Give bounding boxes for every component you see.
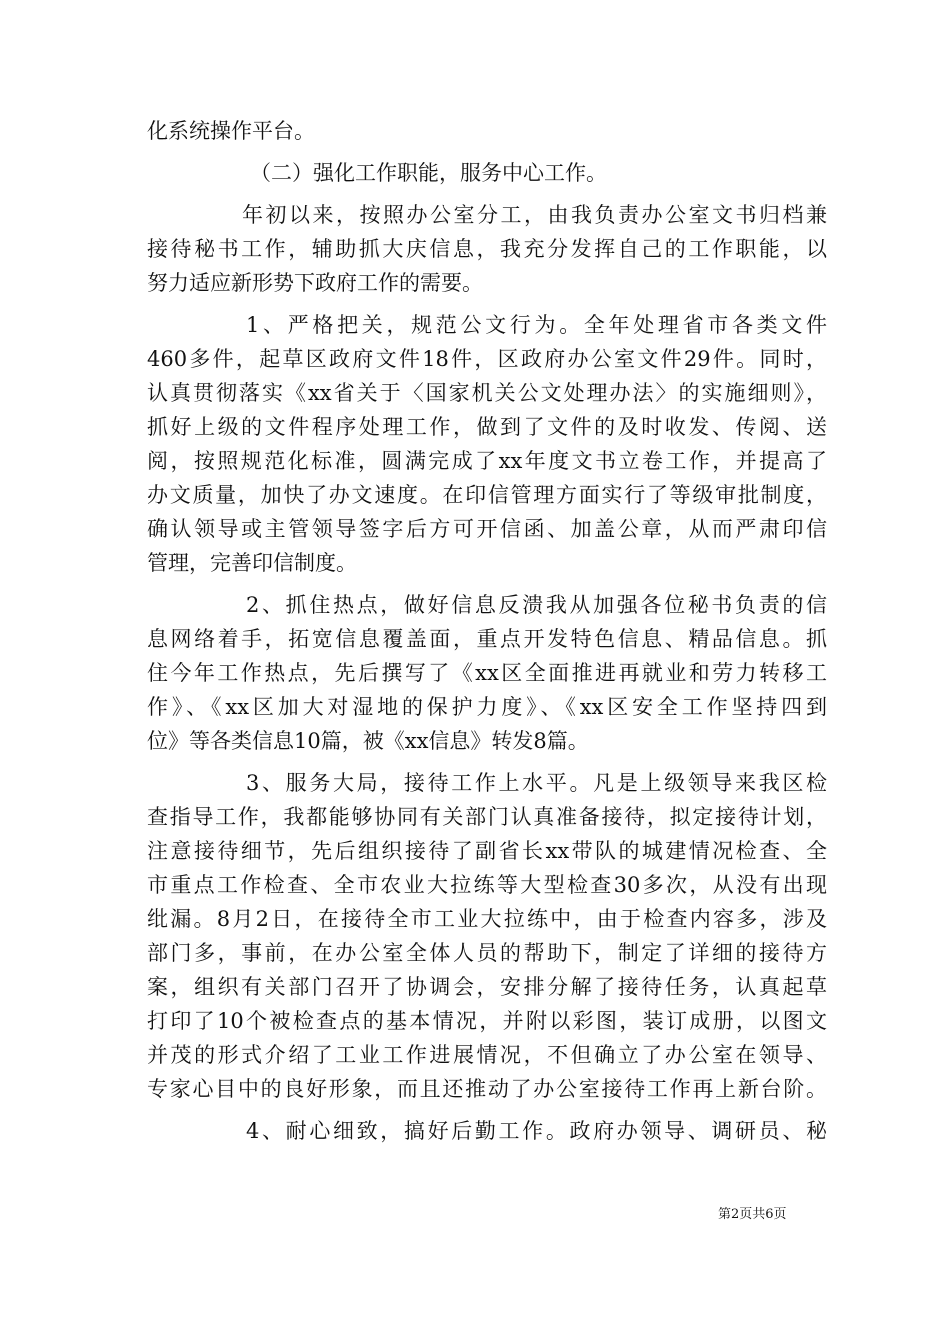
text-line: 确认领导或主管领导签字后方可开信函、加盖公章，从而严肃印信	[147, 517, 827, 541]
text-line: 3、服务大局，接待工作上水平。凡是上级领导来我区检	[246, 771, 827, 795]
text-line: 努力适应新形势下政府工作的需要。	[147, 271, 483, 295]
text-line: 办文质量，加快了办文速度。在印信管理方面实行了等级审批制度，	[147, 483, 827, 507]
text-line: 案，组织有关部门召开了协调会，安排分解了接待任务，认真起草	[147, 975, 827, 999]
text-line: 认真贯彻落实《xx省关于〈国家机关公文处理办法〉的实施细则》，	[147, 381, 827, 405]
text-line: 2、抓住热点，做好信息反溃我从加强各位秘书负责的信	[246, 593, 827, 617]
text-line: 460多件，起草区政府文件18件，区政府办公室文件29件。同时，	[147, 347, 827, 371]
text-line: 1、严格把关，规范公文行为。全年处理省市各类文件	[246, 313, 827, 337]
text-line: 并茂的形式介绍了工业工作进展情况，不但确立了办公室在领导、	[147, 1043, 827, 1067]
text-line: 年初以来，按照办公室分工，由我负责办公室文书归档兼	[242, 203, 827, 227]
text-line: 管理，完善印信制度。	[147, 551, 357, 575]
text-line: 抓好上级的文件程序处理工作，做到了文件的及时收发、传阅、送	[147, 415, 827, 439]
text-line: 专家心目中的良好形象，而且还推动了办公室接待工作再上新台阶。	[147, 1077, 827, 1101]
text-line: 部门多，事前，在办公室全体人员的帮助下，制定了详细的接待方	[147, 941, 827, 965]
text-line: 查指导工作，我都能够协同有关部门认真准备接待，拟定接待计划，	[147, 805, 827, 829]
text-line: 注意接待细节，先后组织接待了副省长xx带队的城建情况检查、全	[147, 839, 827, 863]
section-heading: （二）强化工作职能，服务中心工作。	[250, 161, 607, 185]
text-line: 住今年工作热点，先后撰写了《xx区全面推进再就业和劳力转移工	[147, 661, 827, 685]
text-line: 位》等各类信息10篇，被《xx信息》转发8篇。	[147, 729, 589, 753]
text-line: 纰漏。8月2日，在接待全市工业大拉练中，由于检查内容多，涉及	[147, 907, 827, 931]
text-line: 息网络着手，拓宽信息覆盖面，重点开发特色信息、精品信息。抓	[147, 627, 827, 651]
text-line: 阅，按照规范化标准，圆满完成了xx年度文书立卷工作，并提高了	[147, 449, 827, 473]
text-line: 化系统操作平台。	[147, 119, 315, 143]
text-line: 打印了10个被检查点的基本情况，并附以彩图，装订成册，以图文	[147, 1009, 827, 1033]
text-line: 作》、《xx区加大对湿地的保护力度》、《xx区安全工作坚持四到	[147, 695, 827, 719]
text-line: 接待秘书工作，辅助抓大庆信息，我充分发挥自己的工作职能，以	[147, 237, 827, 261]
text-line: 市重点工作检查、全市农业大拉练等大型检查30多次，从没有出现	[147, 873, 827, 897]
text-line: 4、耐心细致，搞好后勤工作。政府办领导、调研员、秘	[246, 1119, 827, 1143]
page-number-footer: 第2页共6页	[718, 1207, 787, 1222]
